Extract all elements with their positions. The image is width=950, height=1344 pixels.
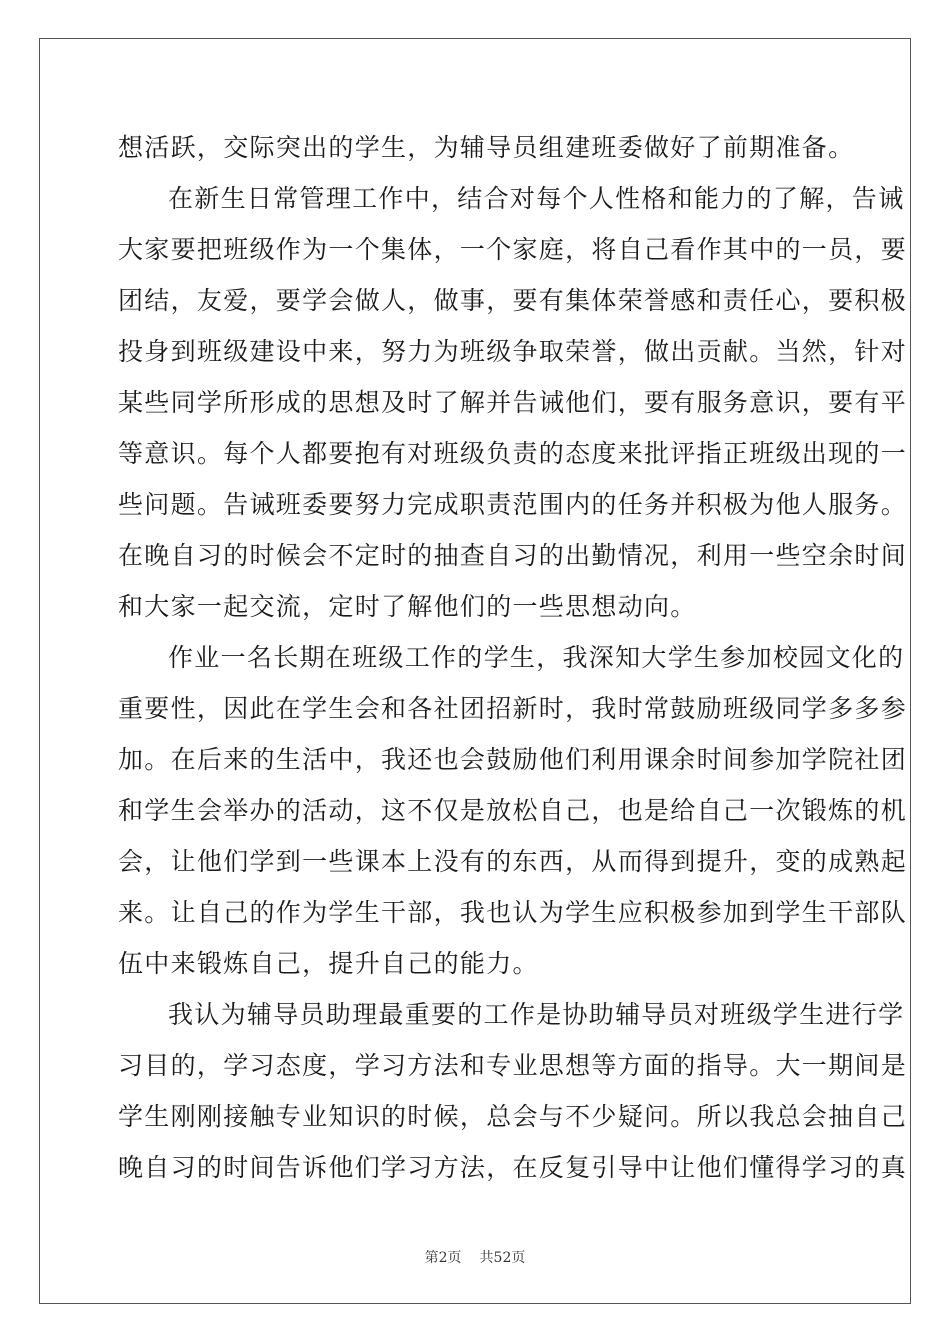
text-line: 来。让自己的作为学生干部，我也认为学生应积极参加到学生干部队 — [118, 898, 908, 927]
text-line: 大家要把班级作为一个集体，一个家庭，将自己看作其中的一员，要 — [118, 235, 908, 264]
text-line: 团结，友爱，要学会做人，做事，要有集体荣誉感和责任心，要积极 — [118, 286, 908, 315]
page-total: 共52页 — [479, 1250, 526, 1266]
text-line: 加。在后来的生活中，我还也会鼓励他们利用课余时间参加学院社团 — [118, 745, 908, 774]
text-line: 学生刚刚接触专业知识的时候，总会与不少疑问。所以我总会抽自己 — [118, 1102, 908, 1131]
page-number: 第2页 — [424, 1250, 462, 1266]
document-body — [118, 122, 908, 1193]
paragraph-end-line: 伍中来锻炼自己，提升自己的能力。 — [118, 949, 539, 978]
text-line: 晚自习的时间告诉他们学习方法，在反复引导中让他们懂得学习的真 — [118, 1153, 908, 1182]
text-line: 会，让他们学到一些课本上没有的东西，从而得到提升，变的成熟起 — [118, 847, 908, 876]
text-line: 某些同学所形成的思想及时了解并告诫他们，要有服务意识，要有平 — [118, 388, 908, 417]
paragraph-end-line: 和大家一起交流，定时了解他们的一些思想动向。 — [118, 592, 697, 621]
text-line: 些问题。告诫班委要努力完成职责范围内的任务并积极为他人服务。 — [118, 490, 908, 519]
paragraph-start-line: 我认为辅导员助理最重要的工作是协助辅导员对班级学生进行学 — [168, 1000, 905, 1029]
text-line: 在晚自习的时候会不定时的抽查自习的出勤情况，利用一些空余时间 — [118, 541, 908, 570]
paragraph-start-line: 在新生日常管理工作中，结合对每个人性格和能力的了解，告诫 — [168, 184, 905, 213]
page-footer — [0, 1247, 950, 1267]
text-line: 等意识。每个人都要抱有对班级负责的态度来批评指正班级出现的一 — [118, 439, 908, 468]
paragraph-start-line: 作业一名长期在班级工作的学生，我深知大学生参加校园文化的 — [168, 643, 905, 672]
text-line: 和学生会举办的活动，这不仅是放松自己，也是给自己一次锻炼的机 — [118, 796, 908, 825]
text-line: 想活跃，交际突出的学生，为辅导员组建班委做好了前期准备。 — [118, 133, 855, 162]
text-line: 重要性，因此在学生会和各社团招新时，我时常鼓励班级同学多多参 — [118, 694, 908, 723]
text-line: 投身到班级建设中来，努力为班级争取荣誉，做出贡献。当然，针对 — [118, 337, 908, 366]
text-line: 习目的，学习态度，学习方法和专业思想等方面的指导。大一期间是 — [118, 1051, 908, 1080]
